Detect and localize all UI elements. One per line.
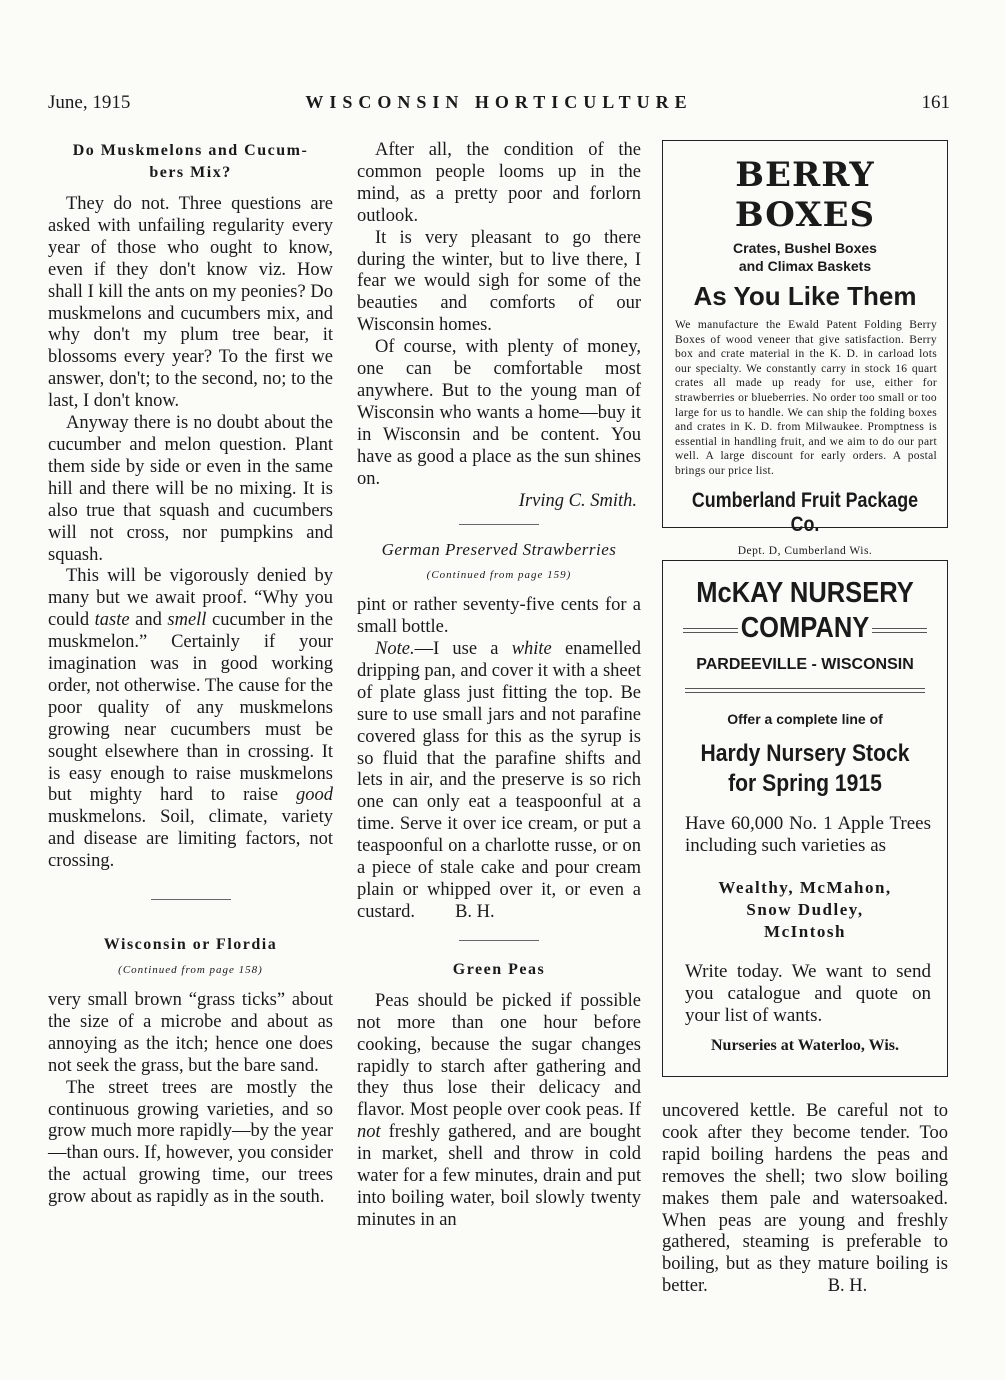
continued-note: (Continued from page 159) bbox=[426, 569, 572, 582]
paragraph: After all, the condition of the common people looms up in the mind, as a pretty poor and forlorn outlook. bbox=[357, 140, 641, 226]
ad-tagline: As You Like Them bbox=[693, 281, 917, 311]
paragraph: Peas should be picked if possible not more than one hour before cooking, because the sugar changes rapidly to starch after gathering and they thus lose their delicacy and flavor. Most people over cook peas. If not freshly gathered, and are bought in market, shell and throw in cold water for a few minutes, drain and put into boiling water, boil slowly twenty minutes in an bbox=[357, 990, 641, 1230]
ad-company-row bbox=[663, 612, 947, 650]
ad-headline: McKAY NURSERY bbox=[696, 577, 914, 609]
article-title-green-peas: Green Peas bbox=[452, 960, 546, 978]
ad-product-headline: Hardy Nursery Stock for Spring 1915 bbox=[700, 740, 910, 797]
advertisement-mckay-nursery bbox=[662, 560, 948, 1077]
paragraph: Of course, with plenty of money, one can be comfortable most anywhere. But to the young man of Wisconsin who wants a home—buy it in Wisconsin and be content. You have as good a place as the sun shines on. bbox=[357, 337, 641, 489]
ad-company-word: COMPANY bbox=[740, 612, 870, 644]
ad-body-text: Have 60,000 No. 1 Apple Trees including such varieties as bbox=[685, 813, 931, 856]
column-1 bbox=[48, 140, 333, 1209]
ad-varieties: Wealthy, McMahon, Snow Dudley, McIntosh bbox=[718, 878, 892, 941]
publication-title: WISCONSIN HORTICULTURE bbox=[305, 92, 693, 112]
ad-headline: BERRY BOXES bbox=[734, 155, 876, 235]
signature: Irving C. Smith. bbox=[518, 490, 637, 511]
ad-body-text: We manufacture the Ewald Patent Folding Berry Boxes of wood veneer that give satisfaction. Berry box and crate material in the K. D. in carload lots our specialty. We constantly carry in stock 16 quart crates all made up ready for use, either for strawberries or blueberries. No order too small or too large for us to handle. We can ship the folding boxes and crates in K. D. from Milwaukee. Promptness is essential in handling fruit, and we aim to do our part well. A large discount for early orders. A postal brings our price list. bbox=[675, 319, 937, 477]
article-title-wisconsin-florida: Wisconsin or Flordia bbox=[103, 936, 278, 954]
advertisement-berry-boxes bbox=[662, 140, 948, 557]
paragraph: very small brown “grass ticks” about the size of a microbe and about as annoying as the itch; hence one does not seek the grass, but the bare sand. bbox=[48, 990, 333, 1076]
paragraph: It is very pleasant to go there during the winter, but to live there, I fear we would sigh for some of the beauties and comforts of our Wisconsin homes. bbox=[357, 227, 641, 336]
paragraph: This will be vigorously denied by many but we await proof. “Why you could taste and smell cucumber in the muskmelon.” Certainly if your imagination was in good working order, not otherwise. The cause for the poor quality of any muskmelons growing near cucumbers must be sought elsewhere than in crossing. It is easy enough to raise muskmelons but mighty hard to raise good muskmelons. Soil, climate, variety and disease are limiting factors, not crossing. bbox=[48, 566, 333, 872]
section-divider bbox=[151, 899, 231, 900]
ad-call-to-action: Write today. We want to send you catalogue and quote on your list of wants. bbox=[685, 961, 931, 1026]
paragraph: Anyway there is no doubt about the cucumber and melon question. Plant them side by side or even in the same hill and there will be no mixing. It is also true that squash and cucumbers will not cross, nor pumpkins and squash. bbox=[48, 413, 333, 565]
paragraph: They do not. Three questions are asked with unfailing regularity every year of those who ought to know, even if they don't know viz. How shall I kill the ants on my peonies? Do muskmelons and cucumbers mix, and why don't my plum tree bear, it blossoms every year? To the first we answer, don't; to the second, no; to the last, I don't know. bbox=[48, 194, 333, 412]
paragraph: The street trees are mostly the continuous growing varieties, and so grow much more rapidly—by the year—than ours. If, however, you consider the actual growing time, our trees grow about as rapidly as in the south. bbox=[48, 1077, 333, 1208]
section-divider bbox=[459, 524, 539, 525]
issue-date: June, 1915 bbox=[48, 92, 131, 113]
section-divider bbox=[459, 940, 539, 941]
continued-note: (Continued from page 158) bbox=[118, 964, 263, 977]
ad-address: Dept. D, Cumberland Wis. bbox=[737, 544, 873, 557]
article-title-strawberries: German Preserved Strawberries bbox=[381, 540, 617, 560]
paragraph: pint or rather seventy-five cents for a small bottle. bbox=[357, 595, 641, 638]
column-3-continuation bbox=[662, 1101, 948, 1298]
ad-location: PARDEEVILLE - WISCONSIN bbox=[696, 656, 914, 673]
running-header bbox=[48, 92, 950, 118]
ad-company-name: Cumberland Fruit Package Co. bbox=[691, 488, 919, 536]
ornament-rule bbox=[872, 628, 927, 633]
ad-subheadline: Crates, Bushel Boxes and Climax Baskets bbox=[733, 240, 877, 274]
ornament-rule bbox=[685, 688, 925, 693]
page-number: 161 bbox=[921, 92, 950, 113]
paragraph: uncovered kettle. Be careful not to cook after they become tender. Too rapid boiling hardens the peas and removes the shell; two slow boiling makes them pale and watersoaked. When peas are young and freshly gathered, steaming is preferable to boiling, but as they mature boiling is better. B. H. bbox=[662, 1101, 948, 1297]
ad-nursery-location: Nurseries at Waterloo, Wis. bbox=[711, 1037, 899, 1054]
column-2 bbox=[357, 140, 641, 1232]
article-title-muskmelons: Do Muskmelons and Cucum- bers Mix? bbox=[72, 142, 309, 181]
paragraph: Note.—I use a white enamelled dripping pan, and cover it with a sheet of plate glass just fitting the top. Be sure to use small jars and not parafine covered glass for this as the syrup is so fluid that the parafine shifts and lets in air, and the preserve is so rich one can only eat a teaspoonful at a time. Serve it over ice cream, or put a teaspoonful on a charlotte russe, or on a piece of stale cake and pour cream plain or whipped over it, or even a custard. B. H. bbox=[357, 639, 641, 922]
ad-offer-line: Offer a complete line of bbox=[727, 711, 883, 727]
